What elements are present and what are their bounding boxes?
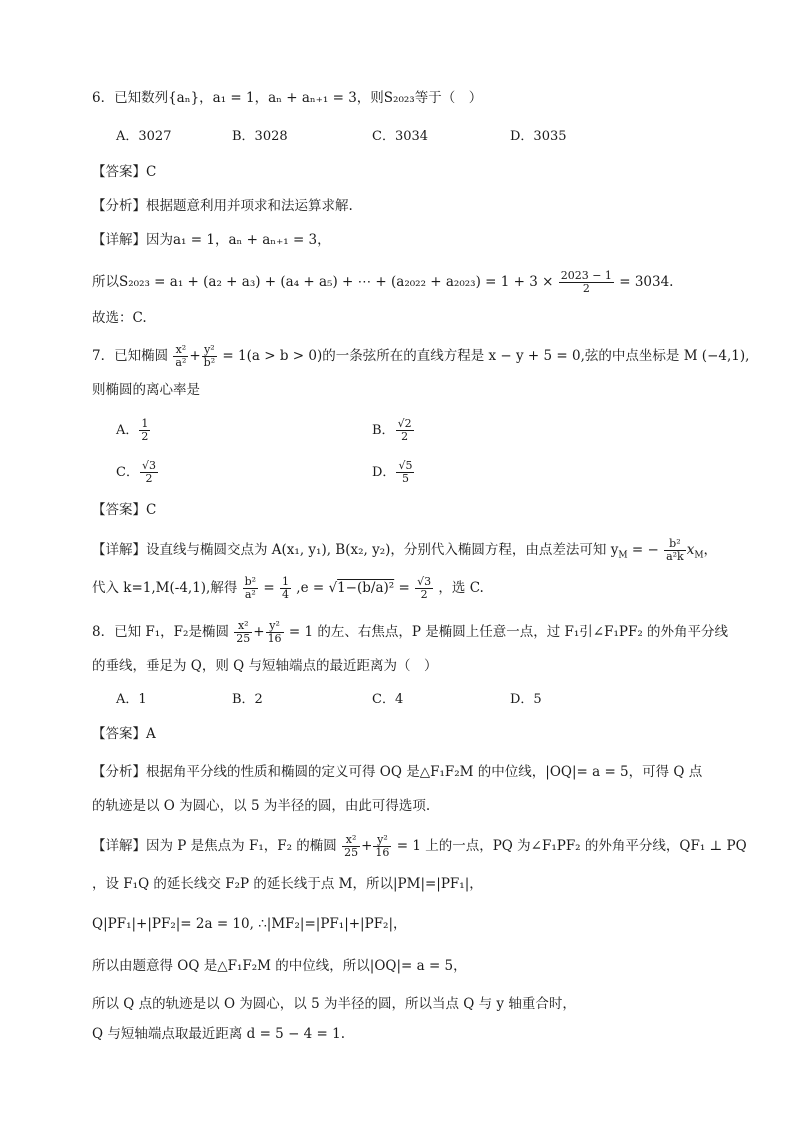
q7-quarter-frac bbox=[280, 576, 291, 601]
q8-detail-1: 【详解】因为 P 是焦点为 F₁，F₂ 的椭圆 $\frac{\text{x²}}{25}$ + $\frac{\text{y²}}{16}$ = 1 上的一点，PQ 为∠F₁PF₂ 的外角平分线，QF₁ ⊥ PQ bbox=[92, 833, 747, 859]
q8-frac-x bbox=[234, 620, 252, 645]
q7-detail2-e: ，选 C. bbox=[438, 580, 484, 596]
q7-opt-a-frac bbox=[139, 418, 150, 443]
q7-opt-d-label: D． bbox=[372, 465, 396, 480]
x2: x² bbox=[173, 344, 188, 357]
q7-detail: 【详解】设直线与椭圆交点为 A(x₁, y₁), B(x₂, y₂)，分别代入椭圆方程，由点差法可知 $y_M$ = − $\frac{\text{b²}}{\text{a²k}}$ $x_M$， bbox=[92, 537, 718, 563]
q8-detail-6: Q 与短轴端点取最近距离 d = 5 − 4 = 1. bbox=[92, 1026, 346, 1042]
q7-detail2-c: ,e = bbox=[296, 580, 325, 596]
q8-detail-frac-x bbox=[342, 834, 360, 859]
q7-stem: 7．已知椭圆 $\frac{\text{x²}}{\text{a²}}$ + $\frac{\text{y²}}{\text{b²}}$ = 1(a > b > 0)的一条弦所在的直线方程是 x − y + 5 = 0,弦的中点坐标是 M (−4,1), bbox=[92, 343, 750, 369]
q7-opt-b-num: √2 bbox=[397, 417, 412, 430]
q8-option-c: C．4 bbox=[372, 692, 404, 707]
q7-opt-d-den: 5 bbox=[401, 472, 409, 485]
q6-calc-fraction bbox=[559, 270, 614, 295]
q8d-y2: y² bbox=[373, 834, 391, 847]
q7-detail-a: 【详解】设直线与椭圆交点为 A(x₁, y₁), B(x₂, y₂)，分别代入椭圆方程，由点差法可知 y bbox=[92, 542, 619, 558]
q7-opt-a-num: 1 bbox=[141, 417, 149, 430]
q6-calc-suffix: = 3034. bbox=[619, 274, 674, 290]
q7-opt-c-label: C． bbox=[116, 465, 139, 480]
q7-opt-c-den: 2 bbox=[145, 472, 153, 485]
q7-option-b bbox=[372, 418, 415, 443]
q8d-25: 25 bbox=[344, 846, 359, 859]
q7-stem-b: = 1(a > b > 0)的一条弦所在的直线方程是 x − y + 5 = 0,弦的中点坐标是 M (−4,1), bbox=[222, 348, 750, 364]
b2k-den: a²k bbox=[666, 550, 684, 563]
q6-option-d: D．3035 bbox=[510, 129, 567, 144]
q7-option-c bbox=[116, 460, 159, 485]
q6-frac-den: 2 bbox=[582, 282, 590, 295]
q8d-16: 16 bbox=[375, 846, 390, 859]
q7-frac-x bbox=[173, 344, 188, 369]
q7-opt-a-den: 2 bbox=[141, 430, 149, 443]
q8-analysis-1: 【分析】根据角平分线的性质和椭圆的定义可得 OQ 是△F₁F₂M 的中位线，|OQ|= a = 5，可得 Q 点 bbox=[92, 764, 703, 780]
q7-stem-a: 7．已知椭圆 bbox=[92, 348, 169, 364]
q8-detail-1b: = 1 上的一点，PQ 为∠F₁PF₂ 的外角平分线，QF₁ ⊥ PQ bbox=[396, 838, 747, 854]
q6-option-b: B．3028 bbox=[232, 129, 288, 144]
q8-detail-1a: 【详解】因为 P 是焦点为 F₁，F₂ 的椭圆 bbox=[92, 838, 337, 854]
q8-detail-2: ，设 F₁Q 的延长线交 F₂P 的延长线于点 M，所以|PM|=|PF₁|， bbox=[92, 876, 483, 892]
r3-num: √3 bbox=[417, 575, 432, 588]
q8-frac-y bbox=[266, 620, 284, 645]
q8-stem: 8．已知 F₁，F₂是椭圆 $\frac{\text{x²}}{25}$ + $\frac{\text{y²}}{16}$ = 1 的左、右焦点，P 是椭圆上任意一点，过 F₁引∠F₁PF₂ 的外角平分线 bbox=[92, 619, 729, 645]
q7-sqrt: √1−(b/a)² bbox=[328, 580, 395, 596]
q7-detail-b: = − bbox=[631, 542, 659, 558]
q7-ym-sub: M bbox=[618, 550, 628, 561]
q8-stem-a: 8．已知 F₁，F₂是椭圆 bbox=[92, 624, 229, 640]
q7-opt-d-frac bbox=[396, 460, 414, 485]
b2: b² bbox=[203, 356, 216, 369]
b2k-num: b² bbox=[664, 538, 686, 551]
q7-opt-d-num: √5 bbox=[398, 459, 413, 472]
q7-detail-line2 bbox=[92, 576, 484, 601]
q7-opt-a-label: A． bbox=[116, 423, 139, 438]
q6-analysis: 【分析】根据题意利用并项求和法运算求解. bbox=[92, 198, 353, 214]
quarter-den: 4 bbox=[282, 588, 289, 601]
q8-detail-4: 所以由题意得 OQ 是△F₁F₂M 的中位线，所以|OQ|= a = 5， bbox=[92, 958, 467, 974]
q8-stem-line2: 的垂线，垂足为 Q，则 Q 与短轴端点的最近距离为（ ） bbox=[92, 658, 438, 674]
q6-option-a: A．3027 bbox=[116, 129, 172, 144]
q8-option-d: D．5 bbox=[510, 692, 542, 707]
q8-stem-b: = 1 的左、右焦点，P 是椭圆上任意一点，过 F₁引∠F₁PF₂ 的外角平分线 bbox=[288, 624, 729, 640]
q8-option-a: A．1 bbox=[116, 692, 147, 707]
q7-opt-b-frac bbox=[396, 418, 414, 443]
q8d-x2: x² bbox=[342, 834, 360, 847]
q7-detail2-a: 代入 k=1,M(-4,1),解得 bbox=[92, 580, 238, 596]
q7-xm-sub: M bbox=[694, 550, 704, 561]
q7-option-a bbox=[116, 418, 151, 443]
q8-25: 25 bbox=[236, 632, 251, 645]
q7-opt-c-frac bbox=[140, 460, 158, 485]
q8-detail-3: Q|PF₁|+|PF₂|= 2a = 10, ∴|MF₂|=|PF₁|+|PF₂|， bbox=[92, 916, 407, 932]
q6-calculation bbox=[92, 270, 673, 295]
q8-answer: 【答案】A bbox=[92, 726, 156, 742]
sqrt-body: 1−(b/a)² bbox=[337, 580, 395, 596]
q7-r3-frac bbox=[415, 576, 433, 601]
q6-frac-num: 2023 − 1 bbox=[560, 269, 612, 282]
q8-y2: y² bbox=[266, 620, 284, 633]
q6-answer: 【答案】C bbox=[92, 164, 157, 180]
q6-choose: 故选：C. bbox=[92, 310, 147, 326]
q7-stem-line2: 则椭圆的离心率是 bbox=[92, 382, 200, 398]
q7-xm: x bbox=[686, 542, 695, 558]
q6-detail: 【详解】因为a₁ = 1，aₙ + aₙ₊₁ = 3， bbox=[92, 232, 331, 248]
q8-detail-frac-y bbox=[373, 834, 391, 859]
q7-opt-b-label: B． bbox=[372, 423, 395, 438]
q8-detail-5: 所以 Q 点的轨迹是以 O 为圆心，以 5 为半径的圆，所以当点 Q 与 y 轴重合时， bbox=[92, 996, 576, 1012]
a2: a² bbox=[175, 356, 187, 369]
b2-num: b² bbox=[244, 575, 257, 588]
q7-b2a2-frac bbox=[243, 576, 258, 601]
q7-detail2-d: = bbox=[398, 580, 410, 596]
q8-analysis-2: 的轨迹是以 O 为圆心，以 5 为半径的圆，由此可得选项. bbox=[92, 798, 431, 814]
q7-opt-c-num: √3 bbox=[141, 459, 156, 472]
q7-opt-b-den: 2 bbox=[401, 430, 409, 443]
q7-option-d bbox=[372, 460, 415, 485]
a2-den: a² bbox=[244, 588, 256, 601]
q6-calc-prefix: 所以S₂₀₂₃ = a₁ + (a₂ + a₃) + (a₄ + a₅) + ⋯ + (a₂₀₂₂ + a₂₀₂₃) = 1 + 3 × bbox=[92, 274, 554, 290]
q8-option-b: B．2 bbox=[232, 692, 263, 707]
q7-answer: 【答案】C bbox=[92, 502, 157, 518]
y2: y² bbox=[202, 344, 217, 357]
q7-frac-y bbox=[202, 344, 217, 369]
q6-stem: 6．已知数列{aₙ}，a₁ = 1，aₙ + aₙ₊₁ = 3，则S₂₀₂₃等于（ ） bbox=[92, 90, 483, 106]
quarter-num: 1 bbox=[282, 575, 289, 588]
r3-den: 2 bbox=[420, 588, 428, 601]
q8-x2: x² bbox=[234, 620, 252, 633]
q8-16: 16 bbox=[267, 632, 282, 645]
q7-b2k-frac bbox=[664, 538, 686, 563]
q6-option-c: C．3034 bbox=[372, 129, 429, 144]
q7-detail2-b: = bbox=[263, 580, 275, 596]
